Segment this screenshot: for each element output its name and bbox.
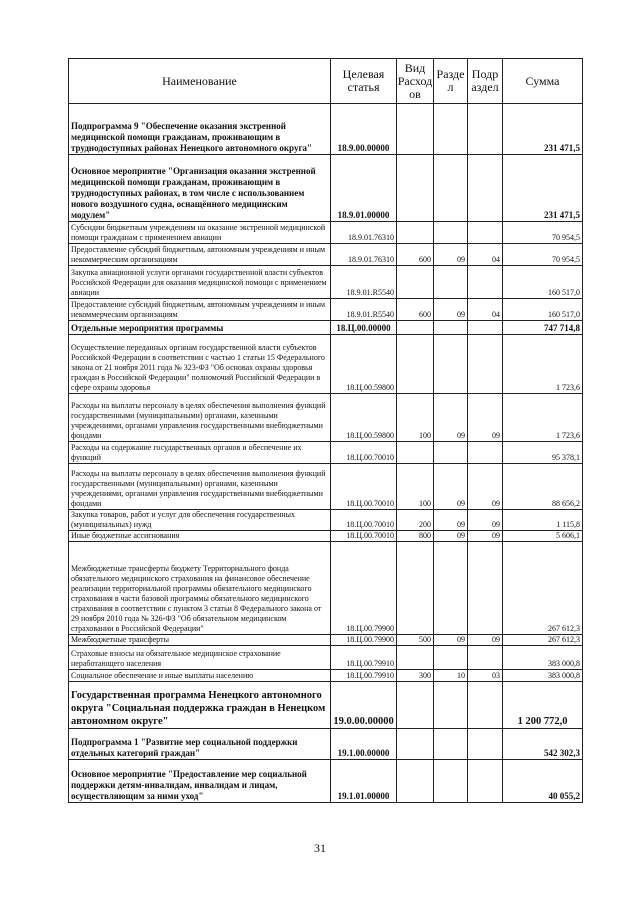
row-vid: 800 xyxy=(397,531,434,542)
row-podrazdel: 09 xyxy=(468,531,503,542)
row-target: 18.9.01.R5540 xyxy=(331,266,397,299)
row-razdel: 09 xyxy=(434,531,468,542)
row-name: Отдельные мероприятия программы xyxy=(69,321,331,335)
header-razdel: Разде л xyxy=(434,59,468,104)
row-razdel xyxy=(434,266,468,299)
row-sum: 95 378,1 xyxy=(503,442,583,464)
row-razdel: 09 xyxy=(434,464,468,510)
row-podrazdel xyxy=(468,104,503,155)
row-sum: 70 954,5 xyxy=(503,222,583,244)
table-row xyxy=(69,222,583,244)
table-row xyxy=(69,335,583,394)
table-row xyxy=(69,646,583,670)
row-podrazdel: 09 xyxy=(468,510,503,531)
row-podrazdel xyxy=(468,155,503,222)
row-sum: 70 954,5 xyxy=(503,244,583,266)
row-sum: 1 200 772,0 xyxy=(503,682,583,729)
table-row xyxy=(69,442,583,464)
row-name: Государственная программа Ненецкого автономного округа "Социальная поддержка граждан в Ненецком автономном округе" xyxy=(69,682,331,729)
row-razdel xyxy=(434,542,468,635)
row-vid: 100 xyxy=(397,394,434,442)
row-vid xyxy=(397,729,434,760)
row-razdel xyxy=(434,442,468,464)
row-vid xyxy=(397,222,434,244)
table-row xyxy=(69,104,583,155)
row-podrazdel: 03 xyxy=(468,670,503,682)
row-name: Основное мероприятие "Предоставление мер социальной поддержки детям-инвалидам, инвалидам и лицам, осуществляющим за ними уход" xyxy=(69,760,331,803)
header-target: Целевая статья xyxy=(331,59,397,104)
row-razdel xyxy=(434,222,468,244)
row-target: 18.Ц.00.59800 xyxy=(331,335,397,394)
row-target: 18.9.01.00000 xyxy=(331,155,397,222)
table-row xyxy=(69,729,583,760)
row-sum: 160 517,0 xyxy=(503,299,583,321)
row-name: Осуществление переданных органам государственной власти субъектов Российской Федерации в соответствии с частью 1 статьи 15 Федерального закона от 21 ноября 2011 года № 323-ФЗ "Об основах охраны здоровья граждан в Российской Федерации" полномочий Российской Федерации в сфере охраны здоровья xyxy=(69,335,331,394)
table-row xyxy=(69,760,583,803)
row-target: 18.Ц.00.59800 xyxy=(331,394,397,442)
row-razdel: 09 xyxy=(434,635,468,646)
row-target: 18.Ц.00.70010 xyxy=(331,464,397,510)
row-podrazdel xyxy=(468,222,503,244)
row-razdel: 09 xyxy=(434,244,468,266)
row-razdel xyxy=(434,335,468,394)
row-name: Предоставление субсидий бюджетным, автономным учреждениям и иным некоммерческим организациям xyxy=(69,244,331,266)
table-row xyxy=(69,244,583,266)
row-podrazdel xyxy=(468,266,503,299)
row-target: 18.9.01.76310 xyxy=(331,244,397,266)
row-podrazdel xyxy=(468,335,503,394)
row-name: Субсидии бюджетным учреждениям на оказание экстренной медицинской помощи гражданам с применением авиации xyxy=(69,222,331,244)
row-name: Закупка авиационной услуги органами государственной власти субъектов Российской Федерации для оказания медицинской помощи с применением авиации xyxy=(69,266,331,299)
row-vid xyxy=(397,682,434,729)
table-row xyxy=(69,670,583,682)
budget-table xyxy=(68,58,583,803)
table-row xyxy=(69,635,583,646)
row-sum: 88 656,2 xyxy=(503,464,583,510)
row-podrazdel xyxy=(468,760,503,803)
row-name: Межбюджетные трансферты xyxy=(69,635,331,646)
header-podrazdel: Подр аздел xyxy=(468,59,503,104)
row-vid: 300 xyxy=(397,670,434,682)
row-sum: 267 612,3 xyxy=(503,635,583,646)
row-sum: 383 000,8 xyxy=(503,646,583,670)
row-sum: 1 723,6 xyxy=(503,394,583,442)
page-number: 31 xyxy=(314,841,326,855)
row-vid xyxy=(397,155,434,222)
row-name: Расходы на выплаты персоналу в целях обеспечения выполнения функций государственными (муниципальными) органами, казенными учреждениями, органами управления государственными внебюджетными фондами xyxy=(69,394,331,442)
row-razdel xyxy=(434,682,468,729)
row-target: 19.1.01.00000 xyxy=(331,760,397,803)
row-vid xyxy=(397,542,434,635)
row-razdel xyxy=(434,155,468,222)
row-sum: 542 302,3 xyxy=(503,729,583,760)
row-razdel: 09 xyxy=(434,394,468,442)
row-target: 19.0.00.00000 xyxy=(331,682,397,729)
row-podrazdel xyxy=(468,321,503,335)
row-target: 18.9.00.00000 xyxy=(331,104,397,155)
row-podrazdel: 09 xyxy=(468,635,503,646)
row-razdel xyxy=(434,646,468,670)
row-name: Расходы на выплаты персоналу в целях обеспечения выполнения функций государственными (муниципальными) органами, казенными учреждениями, органами управления государственными внебюджетными фондами xyxy=(69,464,331,510)
row-podrazdel xyxy=(468,542,503,635)
row-name: Подпрограмма 1 "Развитие мер социальной поддержки отдельных категорий граждан" xyxy=(69,729,331,760)
row-name: Закупка товаров, работ и услуг для обеспечения государственных (муниципальных) нужд xyxy=(69,510,331,531)
row-target: 18.Ц.00.70010 xyxy=(331,510,397,531)
row-razdel xyxy=(434,104,468,155)
row-name: Иные бюджетные ассигнования xyxy=(69,531,331,542)
row-razdel: 09 xyxy=(434,510,468,531)
row-sum: 1 115,8 xyxy=(503,510,583,531)
row-sum: 383 000,8 xyxy=(503,670,583,682)
row-name: Предоставление субсидий бюджетным, автономным учреждениям и иным некоммерческим организациям xyxy=(69,299,331,321)
row-target: 18.Ц.00.79900 xyxy=(331,542,397,635)
row-vid: 600 xyxy=(397,244,434,266)
row-name: Межбюджетные трансферты бюджету Территориального фонда обязательного медицинского страхования на финансовое обеспечение реализации территориальной программы обязательного медицинского страхования в части базовой программы обязательного медицинского страхования в соответствии с пунктом 3 статьи 8 Федерального закона от 29 ноября 2010 года № 326-ФЗ "Об обязательном медицинском страховании в Российской Федерации" xyxy=(69,542,331,635)
row-name: Социальное обеспечение и иные выплаты населению xyxy=(69,670,331,682)
row-name: Расходы на содержание государственных органов и обеспечение их функций xyxy=(69,442,331,464)
row-podrazdel: 04 xyxy=(468,299,503,321)
table-row xyxy=(69,531,583,542)
table-row xyxy=(69,464,583,510)
table-row xyxy=(69,321,583,335)
row-vid xyxy=(397,321,434,335)
row-target: 18.9.01.R5540 xyxy=(331,299,397,321)
row-vid xyxy=(397,442,434,464)
table-row xyxy=(69,155,583,222)
row-vid: 600 xyxy=(397,299,434,321)
row-target: 18.Ц.00.70010 xyxy=(331,531,397,542)
row-target: 18.9.01.76310 xyxy=(331,222,397,244)
table-body xyxy=(69,104,583,803)
row-podrazdel xyxy=(468,646,503,670)
row-vid: 500 xyxy=(397,635,434,646)
row-razdel xyxy=(434,760,468,803)
table-row xyxy=(69,510,583,531)
table-row xyxy=(69,394,583,442)
table-row xyxy=(69,542,583,635)
row-vid xyxy=(397,104,434,155)
row-target: 18.Ц.00.79910 xyxy=(331,670,397,682)
row-name: Страховые взносы на обязательное медицинское страхование неработающего населения xyxy=(69,646,331,670)
row-target: 18.Ц.00.70010 xyxy=(331,442,397,464)
row-podrazdel xyxy=(468,729,503,760)
row-vid xyxy=(397,266,434,299)
row-target: 18.Ц.00.00000 xyxy=(331,321,397,335)
row-podrazdel: 09 xyxy=(468,394,503,442)
row-podrazdel: 09 xyxy=(468,464,503,510)
row-sum: 160 517,0 xyxy=(503,266,583,299)
row-name: Подпрограмма 9 "Обеспечение оказания экстренной медицинской помощи гражданам, проживающим в труднодоступных районах Ненецкого автономного округа" xyxy=(69,104,331,155)
row-sum: 1 723,6 xyxy=(503,335,583,394)
row-sum: 231 471,5 xyxy=(503,104,583,155)
row-vid: 100 xyxy=(397,464,434,510)
row-sum: 231 471,5 xyxy=(503,155,583,222)
row-sum: 40 055,2 xyxy=(503,760,583,803)
row-razdel xyxy=(434,729,468,760)
row-sum: 5 606,1 xyxy=(503,531,583,542)
row-vid: 200 xyxy=(397,510,434,531)
row-target: 19.1.00.00000 xyxy=(331,729,397,760)
row-vid xyxy=(397,646,434,670)
header-name: Наименование xyxy=(69,59,331,104)
row-sum: 747 714,8 xyxy=(503,321,583,335)
row-podrazdel xyxy=(468,682,503,729)
row-razdel: 09 xyxy=(434,299,468,321)
row-podrazdel xyxy=(468,442,503,464)
table-row xyxy=(69,266,583,299)
row-razdel: 10 xyxy=(434,670,468,682)
row-vid xyxy=(397,760,434,803)
table-header-row xyxy=(69,59,583,104)
row-podrazdel: 04 xyxy=(468,244,503,266)
table-row xyxy=(69,682,583,729)
header-sum: Сумма xyxy=(503,59,583,104)
row-sum: 267 612,3 xyxy=(503,542,583,635)
table-row xyxy=(69,299,583,321)
row-razdel xyxy=(434,321,468,335)
header-vid: Вид Расход ов xyxy=(397,59,434,104)
row-vid xyxy=(397,335,434,394)
row-target: 18.Ц.00.79910 xyxy=(331,646,397,670)
row-target: 18.Ц.00.79900 xyxy=(331,635,397,646)
row-name: Основное мероприятие "Организация оказания экстренной медицинской помощи гражданам, проживающим в труднодоступных районах, в том числе с использованием нового воздушного судна, оснащённого медицинским модулем" xyxy=(69,155,331,222)
